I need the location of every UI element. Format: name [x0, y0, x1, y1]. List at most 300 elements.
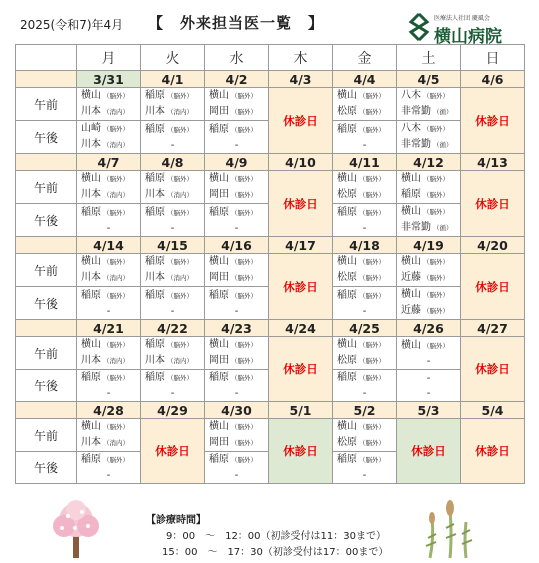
doctor-cell [397, 287, 461, 320]
doctor-name: 横山 [81, 173, 101, 184]
department-tag: （脳外） [359, 341, 385, 349]
date-row [16, 320, 525, 337]
logo-subtitle: 医療法人社団 慶風会 [434, 15, 490, 22]
period-label-pm: 午後 [16, 452, 77, 484]
doctor-entry [145, 337, 204, 353]
doctor-name: - [106, 222, 111, 234]
doctor-entry [337, 122, 396, 138]
department-tag: （脳外） [423, 208, 449, 216]
doctor-entry [401, 104, 460, 120]
doctor-entry [401, 371, 460, 386]
department-tag: （脳外） [167, 258, 193, 266]
doctor-name: 稲原 [209, 206, 229, 218]
doctor-entry [81, 88, 140, 104]
department-tag: （循） [433, 141, 453, 149]
doctor-entry [401, 121, 460, 137]
doctor-name: 川本 [145, 189, 165, 200]
date-cell: 4/21 [77, 320, 141, 337]
doctor-cell [333, 370, 397, 402]
period-label-pm: 午後 [16, 370, 77, 402]
doctor-cell [397, 254, 461, 287]
doctor-cell [77, 419, 141, 452]
doctor-entry [81, 254, 140, 270]
department-tag: （脳外） [359, 374, 385, 382]
doctor-name: 稲原 [81, 289, 101, 301]
date-cell: 4/30 [205, 402, 269, 419]
doctor-name: 稲原 [145, 173, 165, 184]
date-cell: 4/4 [333, 71, 397, 88]
date-cell: 4/24 [269, 320, 333, 337]
doctor-entry [145, 353, 204, 369]
date-cell: 4/3 [269, 71, 333, 88]
date-cell: 4/5 [397, 71, 461, 88]
doctor-name: - [170, 388, 175, 399]
doctor-name: - [106, 470, 111, 481]
doctor-entry [145, 254, 204, 270]
date-cell: 4/18 [333, 237, 397, 254]
doctor-name: 稲原 [337, 454, 357, 465]
doctor-cell [205, 287, 269, 320]
date-cell: 4/1 [141, 71, 205, 88]
horsetail-plant-icon [420, 498, 478, 560]
department-tag: （脳外） [103, 92, 129, 100]
doctor-cell [141, 88, 205, 121]
schedule-table [15, 44, 525, 484]
doctor-name: 稲原 [337, 289, 357, 301]
weekday-header: 日 [461, 45, 525, 71]
doctor-entry [145, 187, 204, 203]
doctor-entry [209, 353, 268, 369]
department-tag: （脳外） [231, 374, 257, 382]
date-row-label [16, 320, 77, 337]
doctor-name: 横山 [337, 421, 357, 432]
closed-day-cell: 休診日 [269, 337, 333, 402]
date-cell: 4/25 [333, 320, 397, 337]
date-cell: 4/11 [333, 154, 397, 171]
date-cell: 4/6 [461, 71, 525, 88]
doctor-entry [337, 353, 396, 369]
department-tag: （脳外） [231, 92, 257, 100]
doctor-name: 稲原 [337, 123, 357, 135]
doctor-name: 川本 [81, 355, 101, 366]
doctor-cell [77, 171, 141, 204]
doctor-name: 川本 [81, 189, 101, 200]
doctor-entry [145, 370, 204, 386]
hours-afternoon: 15：00 ～ 17：30（初診受付は17：00まで） [162, 547, 389, 558]
doctor-name: 非常勤 [401, 139, 431, 150]
date-cell: 5/2 [333, 402, 397, 419]
doctor-entry [209, 288, 268, 304]
doctor-cell [333, 254, 397, 287]
hospital-logo [408, 10, 530, 47]
department-tag: （消内） [167, 108, 193, 116]
closed-day-cell: 休診日 [461, 171, 525, 237]
department-tag: （脳外） [359, 357, 385, 365]
doctor-entry [401, 137, 460, 153]
doctor-name: - [362, 139, 367, 151]
department-tag: （脳外） [423, 291, 449, 299]
date-cell: 4/17 [269, 237, 333, 254]
doctor-name: 山崎 [81, 123, 101, 134]
department-tag: （脳外） [231, 423, 257, 431]
doctor-name: - [234, 139, 239, 151]
date-cell: 4/19 [397, 237, 461, 254]
period-label-am: 午前 [16, 88, 77, 121]
date-row-label [16, 154, 77, 171]
date-cell: 4/14 [77, 237, 141, 254]
department-tag: （消内） [167, 274, 193, 282]
doctor-name: 稲原 [145, 339, 165, 350]
department-tag: （消内） [103, 191, 129, 199]
date-row-label [16, 237, 77, 254]
doctor-name: 横山 [81, 421, 101, 432]
doctor-cell [333, 452, 397, 484]
logo-mark-icon [408, 13, 430, 41]
doctor-entry [337, 254, 396, 270]
doctor-entry [209, 254, 268, 270]
doctor-entry [337, 88, 396, 104]
department-tag: （循） [433, 224, 453, 232]
department-tag: （脳外） [167, 92, 193, 100]
department-tag: （消内） [103, 108, 129, 116]
date-cell: 5/3 [397, 402, 461, 419]
department-tag: （脳外） [231, 274, 257, 282]
department-tag: （脳外） [423, 92, 449, 100]
doctor-entry [209, 370, 268, 386]
doctor-name: 横山 [81, 339, 101, 350]
department-tag: （脳外） [231, 125, 257, 134]
doctor-cell [333, 419, 397, 452]
doctor-entry [209, 435, 268, 451]
department-tag: （脳外） [103, 258, 129, 266]
doctor-name: - [234, 470, 239, 481]
doctor-name: - [362, 305, 367, 317]
doctor-name: 横山 [401, 206, 421, 217]
date-cell: 5/1 [269, 402, 333, 419]
doctor-entry [81, 221, 140, 236]
department-tag: （脳外） [423, 191, 449, 199]
doctor-entry [337, 171, 396, 187]
doctor-name: - [234, 222, 239, 234]
doctor-cell [397, 370, 461, 402]
department-tag: （消内） [103, 357, 129, 365]
doctor-cell [397, 88, 461, 121]
department-tag: （消内） [103, 141, 129, 149]
department-tag: （脳外） [103, 175, 129, 183]
doctor-cell [141, 370, 205, 402]
doctor-entry [337, 288, 396, 304]
doctor-entry [209, 221, 268, 236]
doctor-name: 横山 [81, 90, 101, 101]
schedule-row-am [16, 88, 525, 121]
corner-cell [16, 45, 77, 71]
doctor-entry [401, 386, 460, 401]
doctor-entry [81, 171, 140, 187]
doctor-name: 稲原 [145, 90, 165, 101]
doctor-cell [77, 370, 141, 402]
doctor-entry [209, 88, 268, 104]
closed-day-cell: 休診日 [269, 171, 333, 237]
doctor-entry [401, 204, 460, 220]
department-tag: （脳外） [231, 191, 257, 199]
closed-day-cell: 休診日 [461, 337, 525, 402]
doctor-entry [337, 468, 396, 483]
doctor-name: 稲原 [209, 372, 229, 383]
date-cell: 4/7 [77, 154, 141, 171]
doctor-name: 稲原 [145, 372, 165, 383]
doctor-entry [209, 468, 268, 483]
doctor-name: 稲原 [337, 206, 357, 218]
department-tag: （脳外） [167, 175, 193, 183]
doctor-name: 稲原 [145, 256, 165, 267]
doctor-name: 稲原 [145, 123, 165, 135]
period-label-am: 午前 [16, 171, 77, 204]
date-row-label [16, 402, 77, 419]
doctor-cell [205, 452, 269, 484]
doctor-name: - [170, 305, 175, 317]
doctor-entry [81, 386, 140, 401]
doctor-entry [337, 419, 396, 435]
doctor-entry [145, 122, 204, 138]
doctor-name: 横山 [401, 339, 421, 351]
period-label-am: 午前 [16, 254, 77, 287]
doctor-entry [209, 122, 268, 138]
doctor-name: 岡田 [209, 272, 229, 283]
department-tag: （脳外） [423, 175, 449, 183]
doctor-name: - [362, 388, 367, 399]
doctor-name: 松原 [337, 355, 357, 366]
doctor-cell [205, 254, 269, 287]
doctor-entry [401, 303, 460, 319]
doctor-name: - [234, 388, 239, 399]
schedule-row-am [16, 171, 525, 204]
department-tag: （脳外） [231, 439, 257, 447]
department-tag: （脳外） [359, 439, 385, 447]
schedule-row-am [16, 254, 525, 287]
doctor-name: 横山 [401, 289, 421, 300]
doctor-cell [333, 88, 397, 121]
schedule-row-am [16, 419, 525, 452]
date-cell: 4/13 [461, 154, 525, 171]
doctor-name: - [106, 388, 111, 399]
department-tag: （脳外） [359, 191, 385, 199]
department-tag: （消内） [167, 191, 193, 199]
closed-day-cell: 休診日 [397, 419, 461, 484]
weekday-header: 金 [333, 45, 397, 71]
department-tag: （脳外） [359, 258, 385, 266]
doctor-entry [337, 370, 396, 386]
department-tag: （脳外） [103, 291, 129, 300]
department-tag: （脳外） [359, 208, 385, 217]
closed-day-cell: 休診日 [141, 419, 205, 484]
date-cell: 4/2 [205, 71, 269, 88]
department-tag: （循） [433, 108, 453, 116]
doctor-name: 横山 [209, 339, 229, 350]
hours-title: 【診療時間】 [146, 515, 206, 526]
doctor-name: 川本 [81, 106, 101, 117]
doctor-name: 岡田 [209, 189, 229, 200]
date-cell: 4/26 [397, 320, 461, 337]
doctor-name: - [362, 222, 367, 234]
closed-day-cell: 休診日 [461, 254, 525, 320]
doctor-entry [81, 370, 140, 386]
date-cell: 5/4 [461, 402, 525, 419]
doctor-name: - [362, 470, 367, 481]
department-tag: （脳外） [359, 274, 385, 282]
doctor-entry [209, 171, 268, 187]
doctor-entry [209, 187, 268, 203]
doctor-entry [401, 270, 460, 286]
doctor-entry [81, 270, 140, 286]
doctor-name: 稲原 [401, 189, 421, 200]
doctor-cell [333, 171, 397, 204]
doctor-entry [81, 419, 140, 435]
date-cell: 4/16 [205, 237, 269, 254]
doctor-cell [77, 337, 141, 370]
doctor-name: 八木 [401, 123, 421, 134]
doctor-name: - [106, 305, 111, 317]
date-cell: 4/12 [397, 154, 461, 171]
date-row [16, 71, 525, 88]
department-tag: （脳外） [423, 125, 449, 133]
department-tag: （脳外） [167, 374, 193, 382]
department-tag: （脳外） [167, 341, 193, 349]
doctor-entry [209, 138, 268, 153]
doctor-entry [81, 337, 140, 353]
doctor-entry [145, 104, 204, 120]
doctor-name: 近藤 [401, 272, 421, 283]
doctor-name: 稲原 [209, 289, 229, 301]
department-tag: （脳外） [231, 258, 257, 266]
weekday-header: 木 [269, 45, 333, 71]
doctor-cell [77, 287, 141, 320]
date-cell: 4/27 [461, 320, 525, 337]
department-tag: （脳外） [231, 341, 257, 349]
doctor-name: - [234, 305, 239, 317]
doctor-entry [401, 254, 460, 270]
doctor-name: 松原 [337, 272, 357, 283]
doctor-cell [333, 121, 397, 154]
period-label-am: 午前 [16, 419, 77, 452]
doctor-name: - [426, 387, 431, 399]
department-tag: （脳外） [231, 175, 257, 183]
doctor-cell [141, 171, 205, 204]
department-tag: （脳外） [231, 456, 257, 464]
doctor-name: 横山 [209, 421, 229, 432]
doctor-entry [145, 270, 204, 286]
department-tag: （脳外） [231, 357, 257, 365]
doctor-entry [81, 468, 140, 483]
logo-name: 横山病院 [434, 27, 502, 47]
department-tag: （消内） [167, 357, 193, 365]
doctor-name: 非常勤 [401, 106, 431, 117]
closed-day-cell: 休診日 [461, 88, 525, 154]
doctor-entry [337, 337, 396, 353]
period-label-pm: 午後 [16, 204, 77, 237]
doctor-cell [397, 337, 461, 370]
doctor-entry [337, 435, 396, 451]
doctor-name: 松原 [337, 437, 357, 448]
cherry-tree-icon [48, 498, 104, 560]
department-tag: （脳外） [103, 341, 129, 349]
doctor-entry [145, 304, 204, 319]
date-cell: 4/29 [141, 402, 205, 419]
doctor-name: 川本 [145, 272, 165, 283]
doctor-name: 川本 [81, 437, 101, 448]
doctor-entry [81, 205, 140, 221]
doctor-cell [141, 337, 205, 370]
doctor-entry [209, 452, 268, 468]
date-row-label [16, 71, 77, 88]
department-tag: （脳外） [359, 291, 385, 300]
doctor-cell [205, 337, 269, 370]
doctor-entry [401, 88, 460, 104]
doctor-cell [205, 88, 269, 121]
doctor-entry [81, 137, 140, 153]
doctor-cell [205, 419, 269, 452]
department-tag: （脳外） [359, 92, 385, 100]
doctor-name: 横山 [337, 256, 357, 267]
doctor-entry [337, 138, 396, 153]
doctor-entry [401, 354, 460, 369]
department-tag: （脳外） [167, 208, 193, 217]
doctor-entry [145, 221, 204, 236]
weekday-header-row [16, 45, 525, 71]
department-tag: （脳外） [423, 341, 449, 350]
department-tag: （脳外） [103, 208, 129, 217]
doctor-cell [333, 337, 397, 370]
date-label: 2025(令和7)年4月 [20, 18, 124, 32]
date-row [16, 237, 525, 254]
date-cell: 4/8 [141, 154, 205, 171]
doctor-name: - [426, 355, 431, 367]
department-tag: （脳外） [359, 175, 385, 183]
doctor-entry [337, 221, 396, 236]
doctor-cell [77, 204, 141, 237]
weekday-header: 火 [141, 45, 205, 71]
doctor-name: 稲原 [145, 289, 165, 301]
doctor-entry [337, 205, 396, 221]
doctor-cell [205, 121, 269, 154]
doctor-name: 川本 [145, 106, 165, 117]
doctor-name: 岡田 [209, 437, 229, 448]
date-cell: 4/23 [205, 320, 269, 337]
date-cell: 4/9 [205, 154, 269, 171]
department-tag: （脳外） [359, 456, 385, 464]
doctor-cell [141, 254, 205, 287]
doctor-name: 稲原 [209, 123, 229, 135]
doctor-entry [145, 138, 204, 153]
doctor-cell [77, 254, 141, 287]
doctor-name: 横山 [209, 90, 229, 101]
department-tag: （脳外） [231, 108, 257, 116]
doctor-entry [81, 304, 140, 319]
doctor-name: 稲原 [81, 454, 101, 465]
doctor-name: 横山 [337, 90, 357, 101]
doctor-name: 横山 [81, 256, 101, 267]
date-row [16, 154, 525, 171]
doctor-entry [145, 288, 204, 304]
doctor-entry [145, 171, 204, 187]
weekday-header: 水 [205, 45, 269, 71]
doctor-entry [401, 338, 460, 354]
doctor-entry [337, 187, 396, 203]
doctor-entry [209, 270, 268, 286]
date-cell: 3/31 [77, 71, 141, 88]
doctor-cell [77, 452, 141, 484]
department-tag: （脳外） [231, 208, 257, 217]
doctor-name: 岡田 [209, 106, 229, 117]
